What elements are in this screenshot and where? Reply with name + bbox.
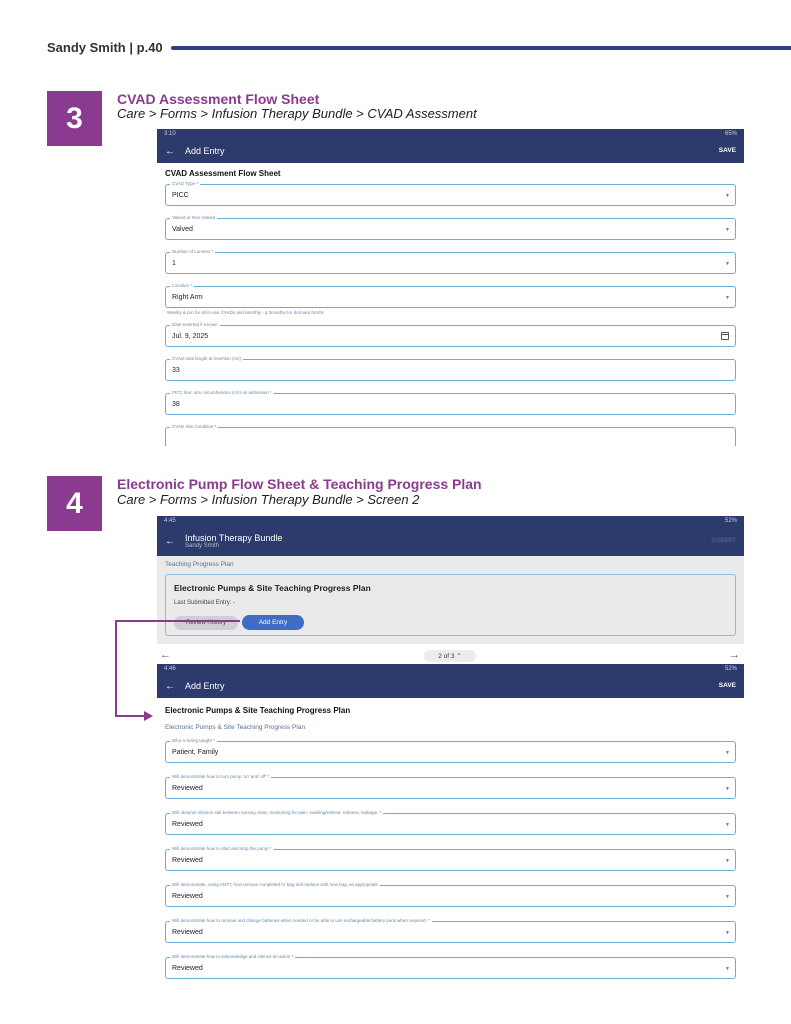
- field-label: Date Inserted if Known: [172, 322, 218, 327]
- field-label: Will observe infusion site between nursing visits, monitoring for pain, swelling/edema, redness, leakage. *: [172, 810, 382, 815]
- cvad-screenshot: [157, 129, 744, 446]
- field-value: Right Arm: [172, 294, 203, 301]
- site-condition-select[interactable]: [165, 424, 736, 446]
- field-value: Reviewed: [172, 785, 203, 792]
- status-time: 4:46: [164, 666, 176, 672]
- chevron-down-icon: ▼: [725, 261, 730, 267]
- field-label: CVAD Type *: [172, 181, 199, 186]
- step-4-badge: 4: [47, 476, 102, 531]
- chevron-down-icon: ▼: [725, 786, 730, 792]
- field-label: CVAD Site Condition *: [172, 424, 217, 429]
- field-label: Will demonstrate how to acknowledge and silence an alarm *: [172, 954, 294, 959]
- chevron-down-icon: ▼: [725, 966, 730, 972]
- section-label: Teaching Progress Plan: [165, 561, 234, 568]
- app-bar-titles: [185, 533, 282, 549]
- who-is-taught-select[interactable]: [165, 738, 736, 763]
- add-entry-button[interactable]: Add Entry: [242, 615, 304, 630]
- step-4-title: Electronic Pump Flow Sheet & Teaching Progress Plan: [117, 476, 482, 492]
- app-bar: [157, 139, 744, 163]
- form-title: Electronic Pumps & Site Teaching Progress Plan: [165, 706, 351, 715]
- card-title: Electronic Pumps & Site Teaching Progress Plan: [174, 583, 371, 593]
- back-arrow-icon[interactable]: ←: [165, 535, 175, 547]
- back-arrow-icon[interactable]: ←: [165, 145, 175, 157]
- step-3-path: Care > Forms > Infusion Therapy Bundle > CVAD Assessment: [117, 106, 477, 121]
- review-history-button[interactable]: Review History: [174, 616, 238, 630]
- step-3-title: CVAD Assessment Flow Sheet: [117, 91, 320, 107]
- page-indicator[interactable]: [424, 650, 476, 662]
- arm-circumference-input[interactable]: [165, 390, 736, 415]
- field-label: Will demonstrate how to remove and change batteries when needed or be able to use rechargeable battery pack when required. *: [172, 918, 430, 923]
- cvad-type-select[interactable]: [165, 181, 736, 206]
- author-name: Sandy Smith: [47, 40, 126, 55]
- save-button[interactable]: SAVE: [718, 682, 736, 689]
- status-battery: 52%: [724, 666, 737, 672]
- status-bar: [157, 516, 744, 526]
- chevron-down-icon: ▼: [725, 822, 730, 828]
- page-number: p.40: [136, 40, 163, 55]
- arrow-left-icon[interactable]: ←: [160, 649, 171, 661]
- observe-site-select[interactable]: [165, 810, 736, 835]
- valved-select[interactable]: [165, 215, 736, 240]
- field-label: Will demonstrate how to start and stop the pump *: [172, 846, 272, 851]
- chevron-up-icon: ⌃: [456, 653, 462, 660]
- cvad-length-input[interactable]: [165, 356, 736, 381]
- field-value: Reviewed: [172, 857, 203, 864]
- step-4-path: Care > Forms > Infusion Therapy Bundle > Screen 2: [117, 492, 420, 507]
- location-select[interactable]: [165, 283, 736, 308]
- field-label: CVAD total length at insertion (cm): [172, 356, 241, 361]
- number-of-lumens-select[interactable]: [165, 249, 736, 274]
- field-value: Valved: [172, 226, 193, 233]
- field-value: 38: [172, 401, 180, 408]
- app-bar-subtitle: Sandy Smith: [185, 543, 220, 549]
- location-helper-text: Weekly & prn for all in-use CVADs and Monthly - q 3months for dormant IVADs: [167, 310, 324, 315]
- status-battery: 52%: [724, 518, 737, 524]
- field-value: Reviewed: [172, 893, 203, 900]
- field-value: 1: [172, 260, 176, 267]
- step-3-badge: 3: [47, 91, 102, 146]
- page-header-text: [47, 40, 163, 55]
- form-title: CVAD Assessment Flow Sheet: [165, 169, 281, 178]
- field-value: Reviewed: [172, 929, 203, 936]
- field-label: Will demonstrate how to turn pump 'on' and 'off' *: [172, 774, 270, 779]
- field-label: Who is being taught *: [172, 738, 215, 743]
- connector-line: [116, 621, 240, 716]
- field-value: Jul. 9, 2025: [172, 333, 209, 340]
- field-value: PICC: [172, 192, 189, 199]
- field-value: Reviewed: [172, 965, 203, 972]
- status-battery: 65%: [724, 131, 737, 137]
- connector-arrow: [108, 616, 248, 726]
- last-submitted-entry: Last Submitted Entry: -: [174, 600, 236, 606]
- date-inserted-field[interactable]: [165, 322, 736, 347]
- field-label: Will demonstrate, using ANTT, how remove completed IV bag and replace with new bag, as appropriate: [172, 882, 378, 887]
- back-arrow-icon[interactable]: ←: [165, 680, 175, 692]
- field-value: Patient, Family: [172, 749, 219, 756]
- chevron-down-icon: ▼: [725, 750, 730, 756]
- chevron-down-icon: ▼: [725, 227, 730, 233]
- header-separator: |: [129, 40, 134, 55]
- page-indicator-text: 2 of 3: [438, 652, 455, 660]
- replace-iv-bag-select[interactable]: [165, 882, 736, 907]
- field-label: Number of Lumens *: [172, 249, 214, 254]
- calendar-icon[interactable]: [721, 332, 729, 340]
- arrowhead-icon: [144, 711, 153, 721]
- save-button[interactable]: SAVE: [718, 147, 736, 154]
- pump-on-off-select[interactable]: [165, 774, 736, 799]
- chevron-down-icon: ▼: [725, 295, 730, 301]
- field-label: Location *: [172, 283, 193, 288]
- teaching-plan-card: [165, 574, 736, 636]
- app-bar-title: Add Entry: [185, 146, 225, 156]
- start-stop-pump-select[interactable]: [165, 846, 736, 871]
- status-time: 4:45: [164, 518, 176, 524]
- status-time: 3:10: [164, 131, 176, 137]
- field-value: Reviewed: [172, 821, 203, 828]
- submit-button[interactable]: SUBMIT: [711, 537, 736, 544]
- chevron-down-icon: ▼: [725, 193, 730, 199]
- field-label: Valved or Non-Valved: [172, 215, 216, 220]
- header-rule: [171, 46, 791, 50]
- field-label: PICC line: arm circumference (cm) on admission *: [172, 390, 272, 395]
- change-batteries-select[interactable]: [165, 918, 736, 943]
- chevron-down-icon: ▼: [725, 894, 730, 900]
- arrow-right-icon[interactable]: →: [729, 649, 740, 661]
- chevron-down-icon: ▼: [725, 930, 730, 936]
- chevron-down-icon: ▼: [725, 858, 730, 864]
- app-bar: [157, 526, 744, 556]
- app-bar-title: Infusion Therapy Bundle: [185, 533, 283, 543]
- silence-alarm-select[interactable]: [165, 954, 736, 979]
- page-header: [47, 40, 747, 56]
- app-bar-title: Add Entry: [185, 681, 225, 691]
- form-subtitle: Electronic Pumps & Site Teaching Progress Plan: [165, 724, 306, 731]
- status-bar: [157, 129, 744, 139]
- field-value: 33: [172, 367, 180, 374]
